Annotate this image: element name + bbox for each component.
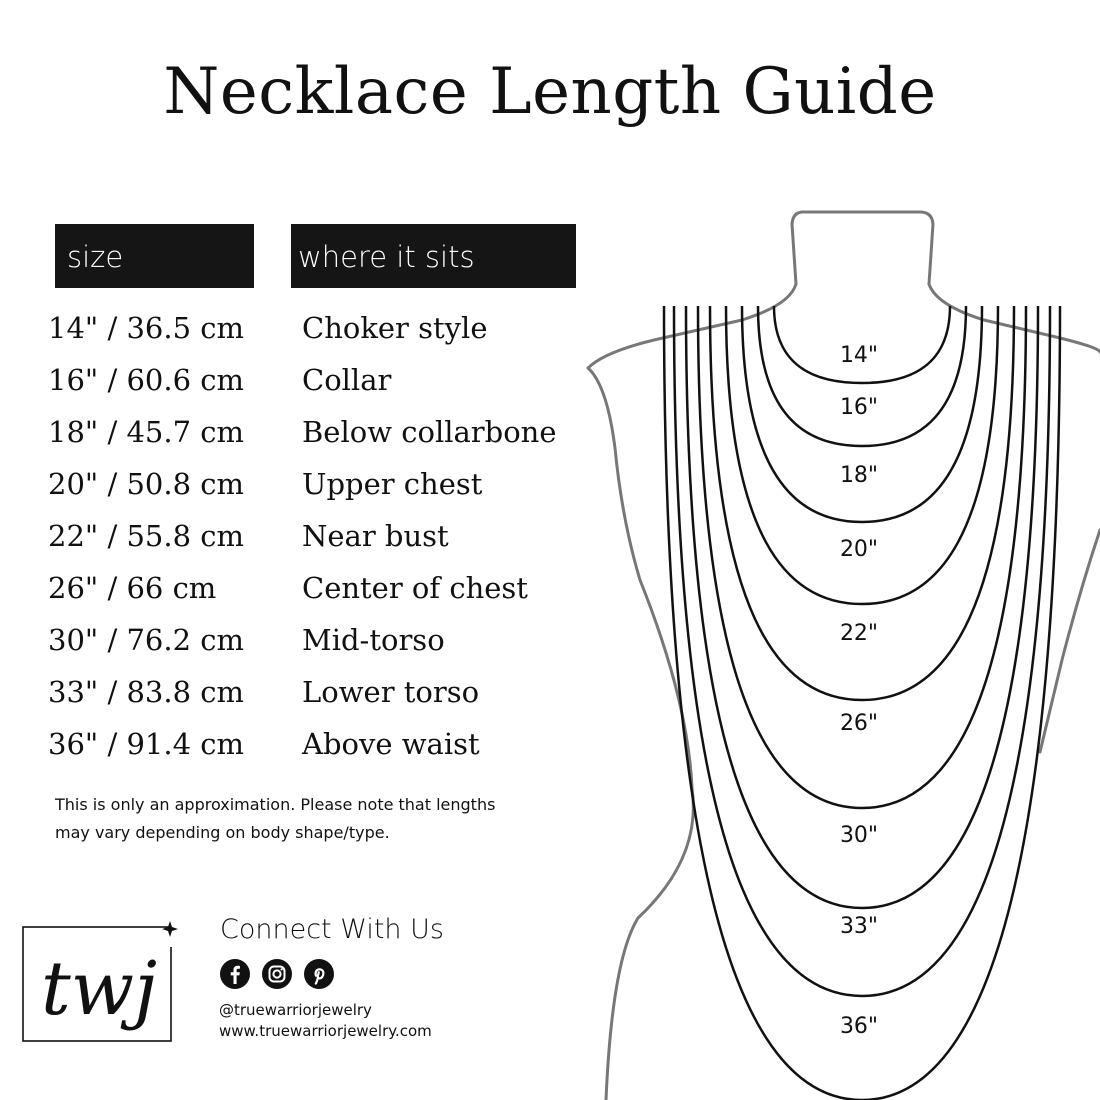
size-cell: 33" / 83.8 cm [48,675,244,709]
necklace-length-label: 20" [839,537,879,562]
where-cell: Center of chest [302,571,528,605]
necklace-length-label: 18" [839,463,879,488]
social-handle[interactable]: @truewarriorjewelry [219,1001,372,1019]
necklace-chains [664,306,1060,1100]
mannequin-left-side [588,284,796,1100]
where-column-header: where it sits [291,224,576,288]
size-cell: 26" / 66 cm [48,571,217,605]
mannequin-neck [792,212,933,284]
necklace-chain [758,306,966,446]
page-title: Necklace Length Guide [163,55,937,129]
website-link[interactable]: www.truewarriorjewelry.com [219,1022,432,1040]
size-cell: 30" / 76.2 cm [48,623,244,657]
necklace-length-label: 16" [839,395,879,420]
necklace-length-label: 14" [839,343,879,368]
approximation-note: This is only an approximation. Please note that lengths may vary depending on body shape/type. [55,795,496,842]
connect-label: Connect With Us [220,914,444,945]
necklace-chain [664,306,1060,1100]
size-cell: 16" / 60.6 cm [48,363,244,397]
necklace-length-labels [840,343,878,1039]
where-cell: Mid-torso [302,623,445,657]
size-column-header: size [55,224,254,288]
logo-text: twj [41,946,158,1032]
size-cell: 22" / 55.8 cm [48,519,244,553]
size-cell: 20" / 50.8 cm [48,467,244,501]
necklace-length-label: 33" [839,914,879,939]
where-cell: Above waist [302,727,480,761]
where-cell: Below collarbone [302,415,557,449]
where-cell: Choker style [302,311,488,345]
where-cell: Upper chest [302,467,483,501]
necklace-length-label: 22" [839,621,879,646]
where-cell: Collar [302,363,392,397]
size-cell: 18" / 45.7 cm [48,415,244,449]
necklace-length-label: 36" [839,1014,879,1039]
necklace-length-label: 26" [839,711,879,736]
necklace-length-label: 30" [839,823,879,848]
where-cell: Lower torso [302,675,480,709]
where-cell: Near bust [302,519,449,553]
size-cell: 36" / 91.4 cm [48,727,244,761]
size-cell: 14" / 36.5 cm [48,311,244,345]
